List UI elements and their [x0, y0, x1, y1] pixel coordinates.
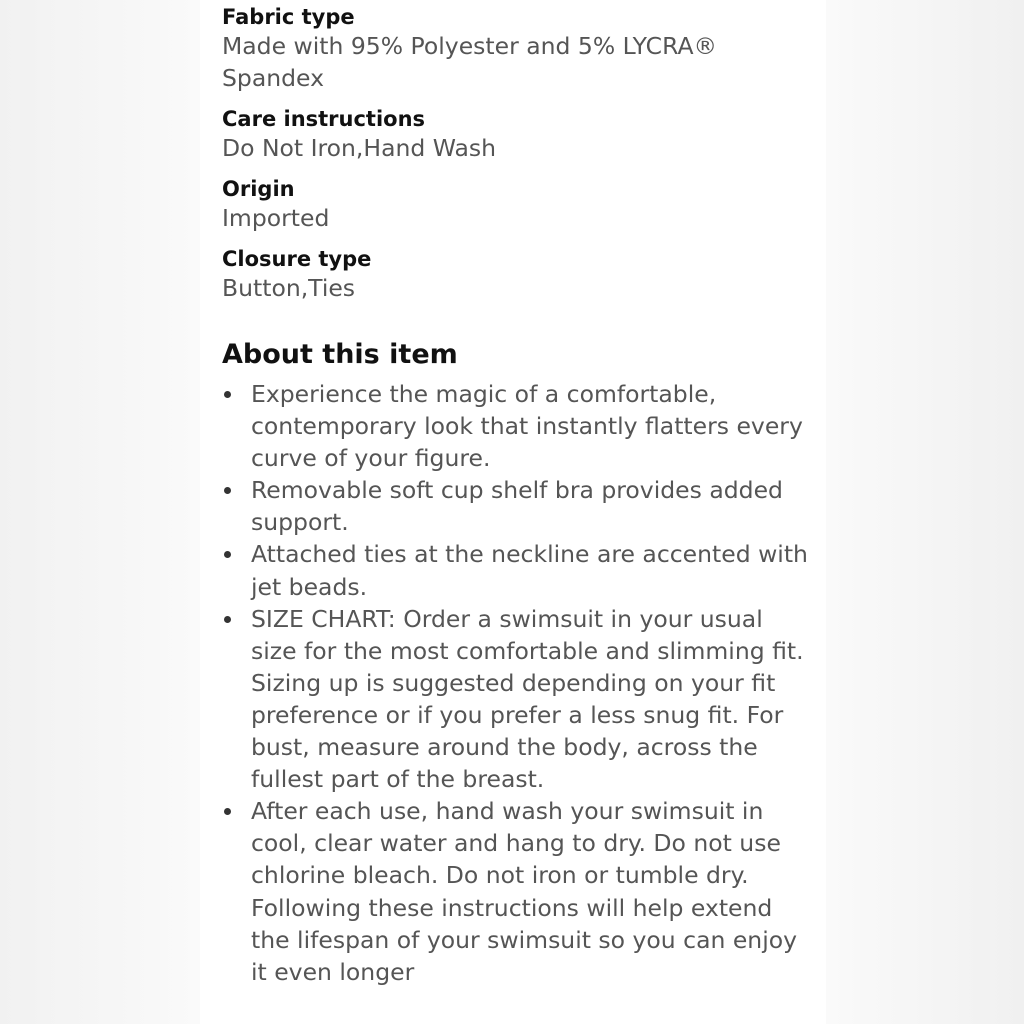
- bullet-text: SIZE CHART: Order a swimsuit in your usual size for the most comfortable and slimming fit. Sizing up is suggested depending on your fit preference or if you prefer a less snug fit. For bust, measure around the body, across the fullest part of the breast.: [251, 604, 804, 794]
- spec-care-instructions: [222, 106, 816, 164]
- bullet-text: Experience the magic of a comfortable, contemporary look that instantly flatters every curve of your figure.: [251, 380, 803, 473]
- spec-value: Made with 95% Polyester and 5% LYCRA® Spandex: [222, 32, 718, 92]
- bullet-dot-icon: [224, 808, 231, 815]
- bullet-dot-icon: [224, 616, 231, 623]
- spec-fabric-type: [222, 4, 816, 94]
- background-right: [826, 0, 1024, 1024]
- bullet-text: After each use, hand wash your swimsuit in cool, clear water and hang to dry. Do not use chlorine bleach. Do not iron or tumble dry. Following these instructions will help extend the lifespan of your swimsuit so you can enjoy it even longer: [251, 797, 798, 986]
- bullet-dot-icon: [224, 487, 231, 494]
- bullet-text: Removable soft cup shelf bra provides added support.: [251, 476, 783, 537]
- list-item: [222, 603, 811, 796]
- product-details-panel: [200, 0, 826, 1024]
- about-bullet-list: [222, 378, 816, 988]
- spec-label: Fabric type: [222, 5, 355, 29]
- about-this-item-heading: About this item: [222, 339, 458, 370]
- spec-value: Imported: [222, 204, 330, 232]
- bullet-dot-icon: [224, 391, 231, 398]
- spec-origin: [222, 176, 816, 234]
- bullet-text: Attached ties at the neckline are accented with jet beads.: [251, 540, 808, 601]
- bullet-dot-icon: [224, 551, 231, 558]
- list-item: [222, 538, 811, 602]
- background-left: [0, 0, 200, 1024]
- list-item: [222, 795, 811, 988]
- list-item: [222, 474, 811, 538]
- list-item: [222, 378, 811, 474]
- spec-label: Origin: [222, 177, 295, 201]
- spec-label: Closure type: [222, 247, 372, 271]
- spec-closure-type: [222, 246, 816, 304]
- spec-value: Do Not Iron,Hand Wash: [222, 134, 497, 162]
- spec-label: Care instructions: [222, 107, 426, 131]
- spec-value: Button,Ties: [222, 274, 356, 302]
